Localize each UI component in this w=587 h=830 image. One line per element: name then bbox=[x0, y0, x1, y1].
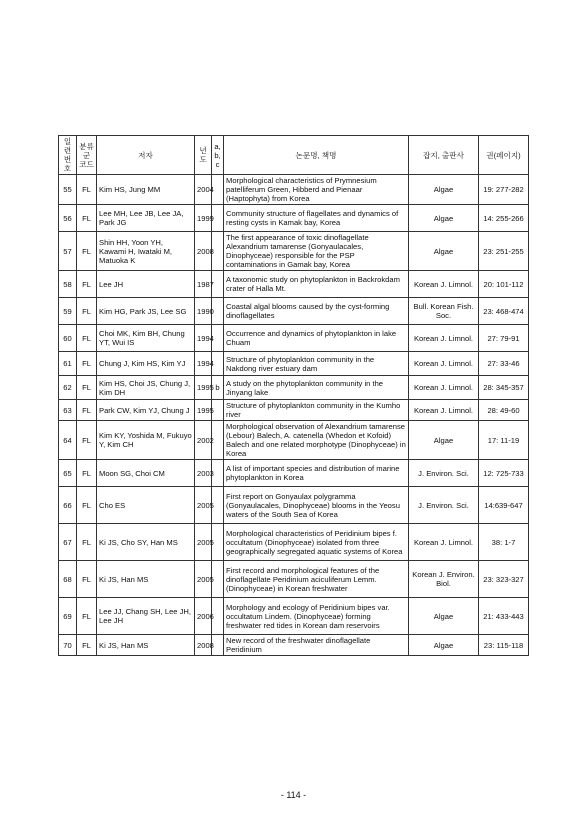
table-row bbox=[59, 400, 529, 421]
table-row bbox=[59, 421, 529, 460]
taxon-code-cell: FL bbox=[77, 325, 97, 352]
serial-cell: 56 bbox=[59, 205, 77, 232]
authors-cell: Chung J, Kim HS, Kim YJ bbox=[97, 352, 195, 376]
journal-cell: Korean J. Limnol. bbox=[409, 271, 479, 298]
serial-cell: 64 bbox=[59, 421, 77, 460]
year-cell: 1987 bbox=[195, 271, 212, 298]
authors-cell: Ki JS, Cho SY, Han MS bbox=[97, 524, 195, 561]
title-cell: First report on Gonyaulax polygramma (Gonyaulacales, Dinophyceae) blooms in the Yeosu waters of the South Sea of Korea bbox=[224, 487, 409, 524]
journal-cell: Algae bbox=[409, 205, 479, 232]
year-cell: 1994 bbox=[195, 352, 212, 376]
authors-cell: Ki JS, Han MS bbox=[97, 635, 195, 656]
year-cell: 2008 bbox=[195, 635, 212, 656]
year-cell: 1995 bbox=[195, 400, 212, 421]
serial-cell: 59 bbox=[59, 298, 77, 325]
serial-cell: 66 bbox=[59, 487, 77, 524]
serial-cell: 70 bbox=[59, 635, 77, 656]
title-cell: Morphological observation of Alexandrium tamarense (Lebour) Balech, A. catenella (Whedon et Kofoid) Balech and one related morphotype (Dinophyceae) in Korea bbox=[224, 421, 409, 460]
title-cell: Occurrence and dynamics of phytoplankton in lake Chuam bbox=[224, 325, 409, 352]
authors-cell: Cho ES bbox=[97, 487, 195, 524]
pages-cell: 23: 468-474 bbox=[479, 298, 529, 325]
journal-cell: Bull. Korean Fish. Soc. bbox=[409, 298, 479, 325]
header-journal: 잡지, 출판사 bbox=[409, 136, 479, 175]
authors-cell: Kim KY, Yoshida M, Fukuyo Y, Kim CH bbox=[97, 421, 195, 460]
title-cell: Structure of phytoplankton community in the Kumho river bbox=[224, 400, 409, 421]
pages-cell: 38: 1-7 bbox=[479, 524, 529, 561]
taxon-code-cell: FL bbox=[77, 561, 97, 598]
table-row bbox=[59, 205, 529, 232]
table-row bbox=[59, 524, 529, 561]
year-cell: 2005 bbox=[195, 524, 212, 561]
pages-cell: 17: 11-19 bbox=[479, 421, 529, 460]
pages-cell: 27: 33-46 bbox=[479, 352, 529, 376]
title-cell: Coastal algal blooms caused by the cyst-forming dinoflagellates bbox=[224, 298, 409, 325]
journal-cell: Korean J. Limnol. bbox=[409, 325, 479, 352]
title-cell: New record of the freshwater dinoflagellate Peridinium bbox=[224, 635, 409, 656]
authors-cell: Kim HG, Park JS, Lee SG bbox=[97, 298, 195, 325]
pages-cell: 20: 101-112 bbox=[479, 271, 529, 298]
year-cell: 2006 bbox=[195, 598, 212, 635]
serial-cell: 62 bbox=[59, 376, 77, 400]
journal-cell: Algae bbox=[409, 232, 479, 271]
taxon-code-cell: FL bbox=[77, 271, 97, 298]
taxon-code-cell: FL bbox=[77, 298, 97, 325]
taxon-code-cell: FL bbox=[77, 524, 97, 561]
journal-cell: Algae bbox=[409, 598, 479, 635]
year-cell: 2003 bbox=[195, 460, 212, 487]
journal-cell: Algae bbox=[409, 421, 479, 460]
serial-cell: 60 bbox=[59, 325, 77, 352]
year-cell: 2004 bbox=[195, 175, 212, 205]
journal-cell: Korean J. Limnol. bbox=[409, 376, 479, 400]
pages-cell: 19: 277-282 bbox=[479, 175, 529, 205]
year-cell: 1990 bbox=[195, 298, 212, 325]
header-year: 년도 bbox=[195, 136, 212, 175]
pages-cell: 14:639-647 bbox=[479, 487, 529, 524]
table-header-row bbox=[59, 136, 529, 175]
table-row bbox=[59, 376, 529, 400]
taxon-code-cell: FL bbox=[77, 376, 97, 400]
journal-cell: Korean J. Limnol. bbox=[409, 352, 479, 376]
table-row bbox=[59, 325, 529, 352]
serial-cell: 58 bbox=[59, 271, 77, 298]
pages-cell: 14: 255-266 bbox=[479, 205, 529, 232]
header-abc: a, b, c bbox=[212, 136, 224, 175]
page-number: - 114 - bbox=[280, 790, 307, 800]
header-authors: 저자 bbox=[97, 136, 195, 175]
serial-cell: 61 bbox=[59, 352, 77, 376]
taxon-code-cell: FL bbox=[77, 460, 97, 487]
journal-cell: Korean J. Environ. Biol. bbox=[409, 561, 479, 598]
pages-cell: 21: 433-443 bbox=[479, 598, 529, 635]
journal-cell: Korean J. Limnol. bbox=[409, 524, 479, 561]
year-cell: 1994 bbox=[195, 325, 212, 352]
taxon-code-cell: FL bbox=[77, 205, 97, 232]
authors-cell: Lee MH, Lee JB, Lee JA, Park JG bbox=[97, 205, 195, 232]
title-cell: A taxonomic study on phytoplankton in Backrokdam crater of Halla Mt. bbox=[224, 271, 409, 298]
authors-cell: Lee JH bbox=[97, 271, 195, 298]
journal-cell: J. Environ. Sci. bbox=[409, 487, 479, 524]
year-cell: 1999 bbox=[195, 205, 212, 232]
serial-cell: 65 bbox=[59, 460, 77, 487]
year-cell: 1995 bbox=[195, 376, 212, 400]
pages-cell: 23: 115-118 bbox=[479, 635, 529, 656]
table-row bbox=[59, 271, 529, 298]
serial-cell: 57 bbox=[59, 232, 77, 271]
taxon-code-cell: FL bbox=[77, 421, 97, 460]
table-row bbox=[59, 487, 529, 524]
title-cell: Morphological characteristics of Peridinium bipes f. occultatum (Dinophyceae) isolated from three geographically segregated aquatic systems of Korea bbox=[224, 524, 409, 561]
journal-cell: Korean J. Limnol. bbox=[409, 400, 479, 421]
taxon-code-cell: FL bbox=[77, 598, 97, 635]
serial-cell: 69 bbox=[59, 598, 77, 635]
table-row bbox=[59, 598, 529, 635]
pages-cell: 28: 345-357 bbox=[479, 376, 529, 400]
year-cell: 2005 bbox=[195, 561, 212, 598]
year-cell: 2008 bbox=[195, 232, 212, 271]
header-taxon-code: 분류군 코드 bbox=[77, 136, 97, 175]
serial-cell: 68 bbox=[59, 561, 77, 598]
table-row bbox=[59, 352, 529, 376]
journal-cell: Algae bbox=[409, 175, 479, 205]
pages-cell: 27: 79-91 bbox=[479, 325, 529, 352]
table-row bbox=[59, 460, 529, 487]
authors-cell: Park CW, Kim YJ, Chung J bbox=[97, 400, 195, 421]
header-volume-pages: 권(페이지) bbox=[479, 136, 529, 175]
year-cell: 2005 bbox=[195, 487, 212, 524]
table-row bbox=[59, 635, 529, 656]
authors-cell: Lee JJ, Chang SH, Lee JH, Lee JH bbox=[97, 598, 195, 635]
table-row bbox=[59, 298, 529, 325]
taxon-code-cell: FL bbox=[77, 400, 97, 421]
authors-cell: Ki JS, Han MS bbox=[97, 561, 195, 598]
taxon-code-cell: FL bbox=[77, 487, 97, 524]
title-cell: First record and morphological features of the dinoflagellate Peridinium aciculiferum Lemm. (Dinophyceae) in Korean freshwater bbox=[224, 561, 409, 598]
reference-table bbox=[58, 135, 529, 656]
serial-cell: 67 bbox=[59, 524, 77, 561]
title-cell: Community structure of flagellates and dynamics of resting cysts in Kamak bay, Korea bbox=[224, 205, 409, 232]
title-cell: A study on the phytoplankton community in the Jinyang lake bbox=[224, 376, 409, 400]
taxon-code-cell: FL bbox=[77, 635, 97, 656]
journal-cell: J. Environ. Sci. bbox=[409, 460, 479, 487]
pages-cell: 12: 725-733 bbox=[479, 460, 529, 487]
table-row bbox=[59, 232, 529, 271]
title-cell: A list of important species and distribution of marine phytoplankton in Korea bbox=[224, 460, 409, 487]
taxon-code-cell: FL bbox=[77, 175, 97, 205]
authors-cell: Kim HS, Jung MM bbox=[97, 175, 195, 205]
title-cell: The first appearance of toxic dinoflagellate Alexandrium tamarense (Gonyaulacales, Dinophyceae) responsible for the PSP contaminations in Gamak bay, Korea bbox=[224, 232, 409, 271]
serial-cell: 63 bbox=[59, 400, 77, 421]
pages-cell: 28: 49-60 bbox=[479, 400, 529, 421]
title-cell: Morphological characteristics of Prymnesium patelliferum Green, Hibberd and Pienaar (Haptophyta) from Korea bbox=[224, 175, 409, 205]
authors-cell: Choi MK, Kim BH, Chung YT, Wui IS bbox=[97, 325, 195, 352]
authors-cell: Shin HH, Yoon YH, Kawami H, Iwataki M, Matuoka K bbox=[97, 232, 195, 271]
abc-cell: b bbox=[212, 376, 224, 400]
authors-cell: Kim HS, Choi JS, Chung J, Kim DH bbox=[97, 376, 195, 400]
journal-cell: Algae bbox=[409, 635, 479, 656]
header-serial-number: 일련 번호 bbox=[59, 136, 77, 175]
header-title: 논문명, 책명 bbox=[224, 136, 409, 175]
taxon-code-cell: FL bbox=[77, 232, 97, 271]
pages-cell: 23: 251-255 bbox=[479, 232, 529, 271]
authors-cell: Moon SG, Choi CM bbox=[97, 460, 195, 487]
table-row bbox=[59, 561, 529, 598]
table-row bbox=[59, 175, 529, 205]
serial-cell: 55 bbox=[59, 175, 77, 205]
title-cell: Morphology and ecology of Peridinium bipes var. occultatum Lindem. (Dinophyceae) forming freshwater red tides in Korean dam reservoirs bbox=[224, 598, 409, 635]
year-cell: 2002 bbox=[195, 421, 212, 460]
title-cell: Structure of phytoplankton community in the Nakdong river estuary dam bbox=[224, 352, 409, 376]
pages-cell: 23: 323-327 bbox=[479, 561, 529, 598]
taxon-code-cell: FL bbox=[77, 352, 97, 376]
